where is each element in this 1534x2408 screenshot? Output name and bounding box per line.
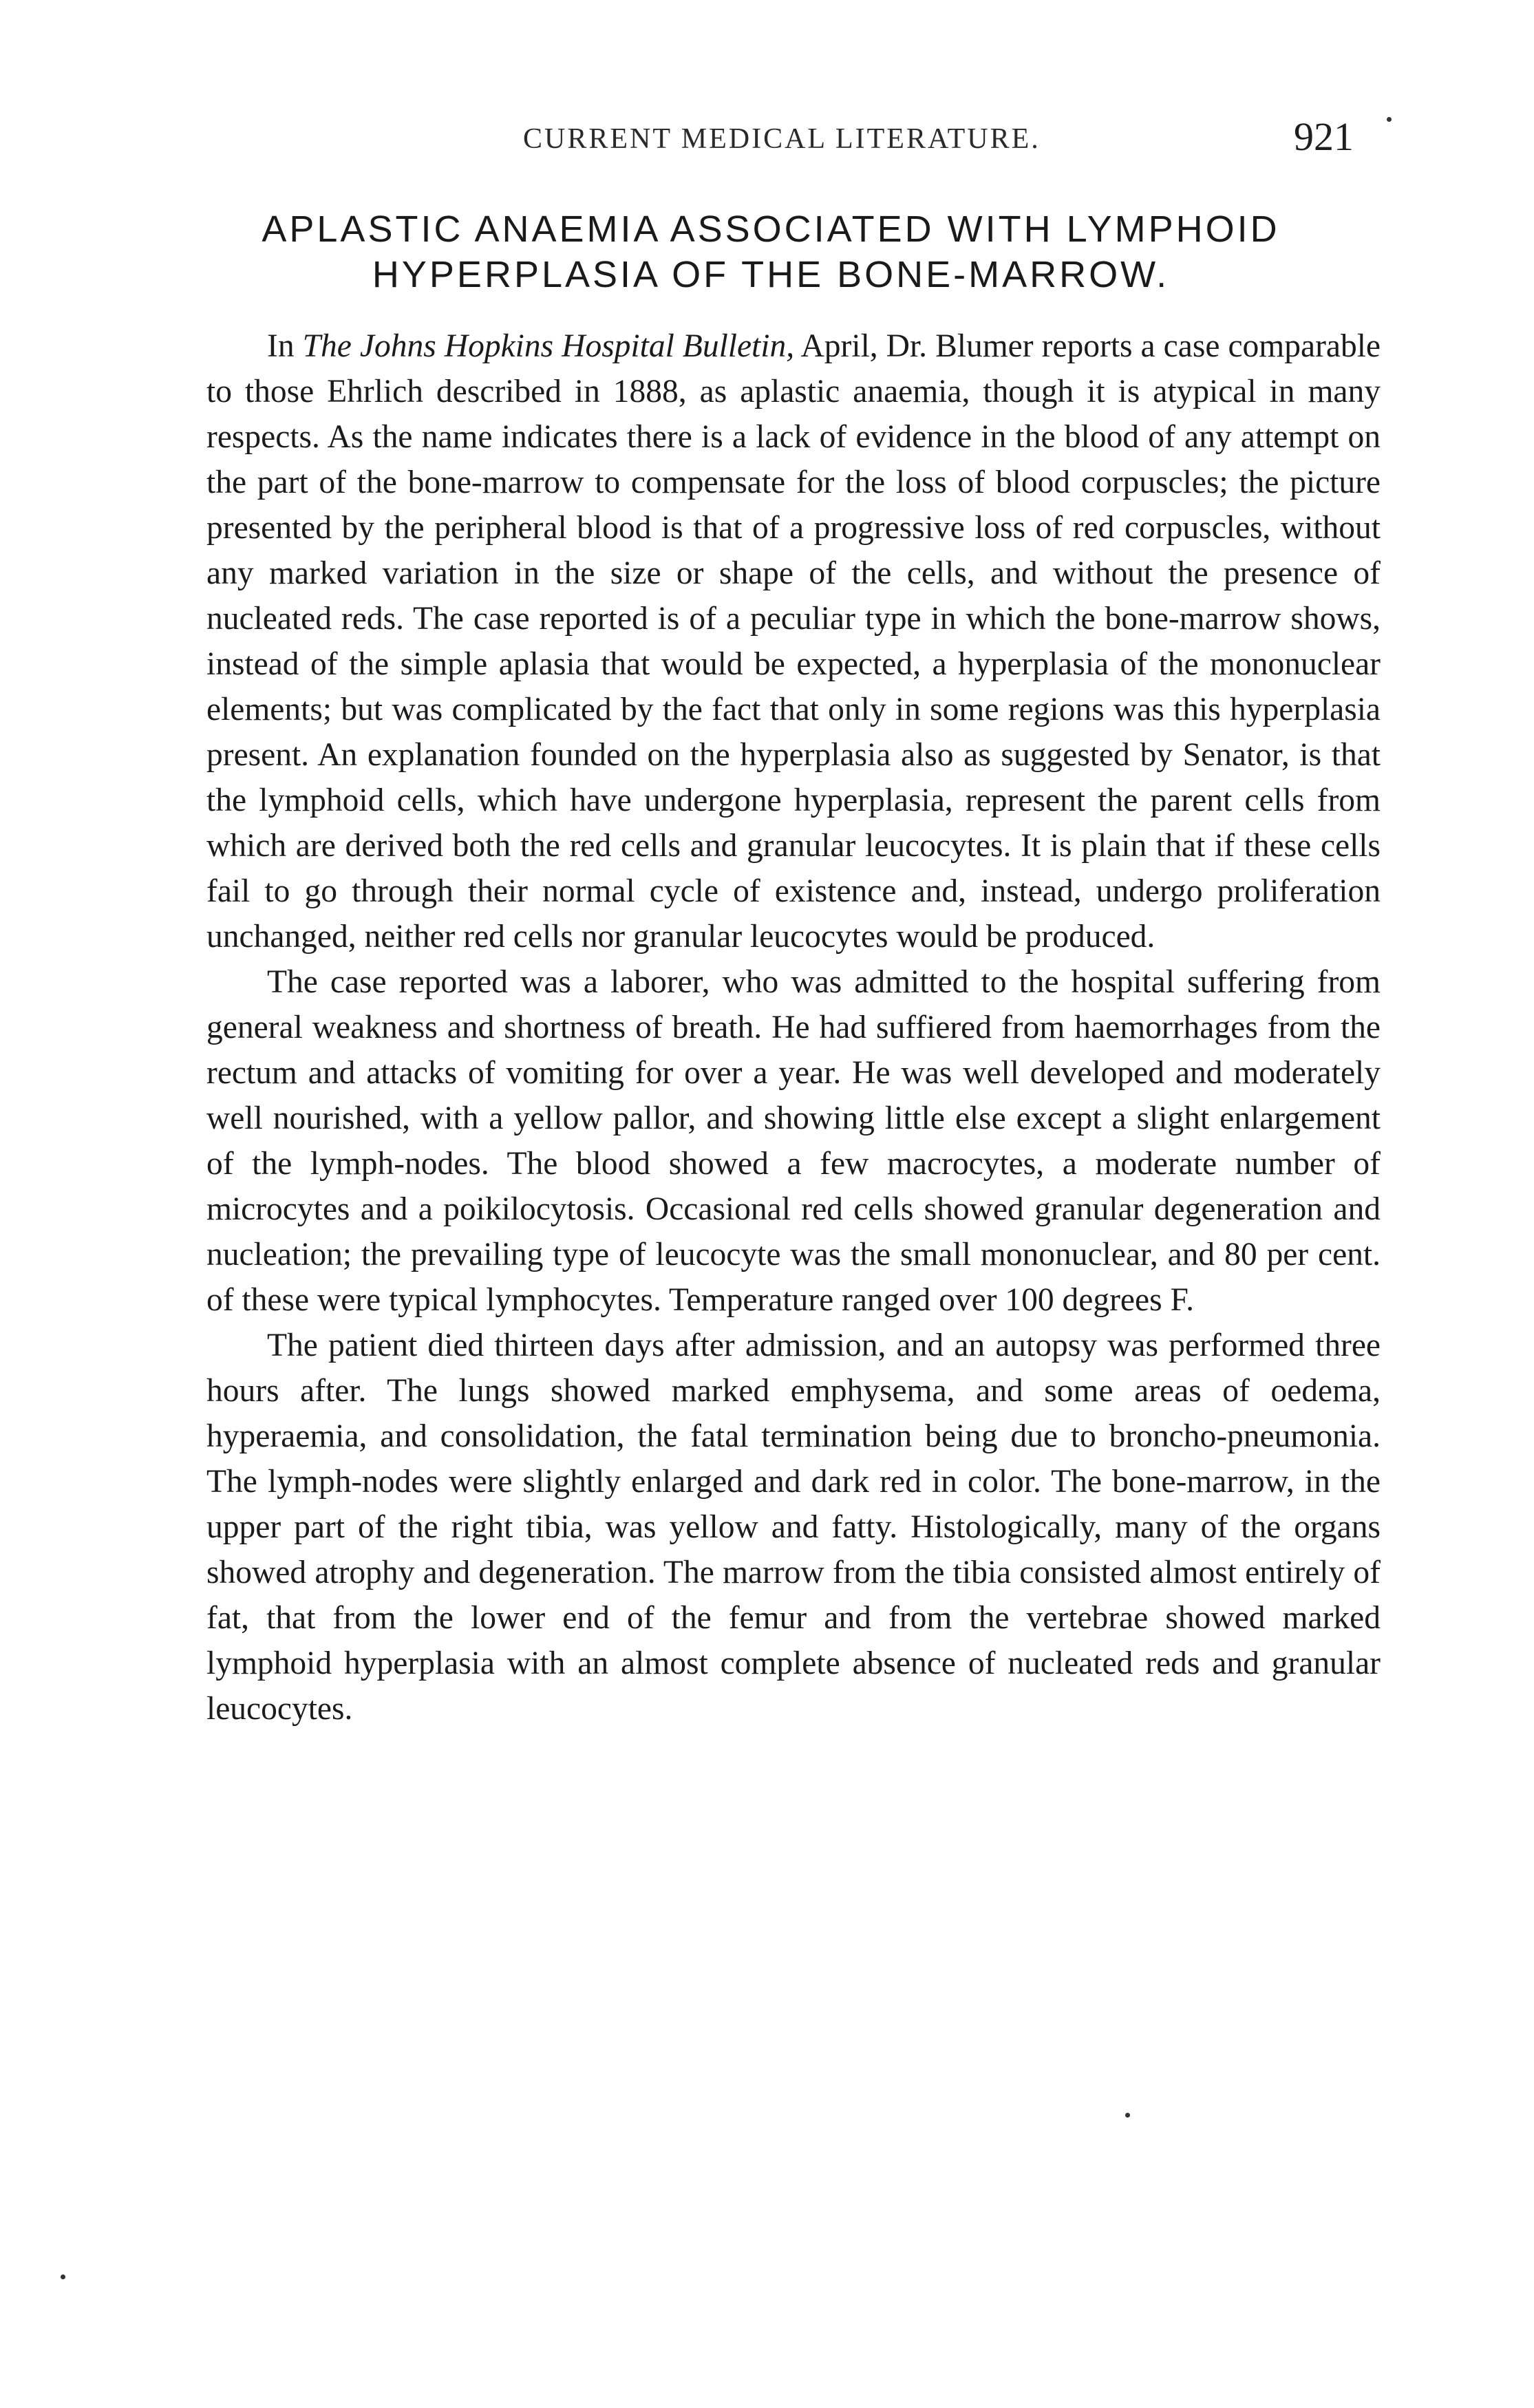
paragraph-1 <box>206 323 1381 959</box>
article-title-line-1: APLASTIC ANAEMIA ASSOCIATED WITH LYMPHOID <box>262 209 1280 250</box>
ink-speck-bottom-right <box>1125 2113 1130 2118</box>
journal-name: The Johns Hopkins Hospital Bulletin, <box>302 328 795 364</box>
article-title-line-2: HYPERPLASIA OF THE BONE-MARROW. <box>372 254 1170 295</box>
article-body <box>206 323 1381 1732</box>
ink-speck-top-right <box>1387 117 1392 122</box>
paragraph-1-text: April, Dr. Blumer reports a case comparable to those Ehrlich described in 1888, as aplastic anaemia, though it is atypical in many respects. As the name indicates there is a lack of evidence in the blood of any attempt on the part of the bone-marrow to compensate for the loss of blood corpuscles; the picture presented by the peripheral blood is that of a progressive loss of red corpuscles, without any marked variation in the size or shape of the cells, and without the presence of nucleated reds. The case reported is of a peculiar type in which the bone-marrow shows, instead of the simple aplasia that would be expected, a hyperplasia of the mononuclear elements; but was complicated by the fact that only in some regions was this hyperplasia present. An explanation founded on the hyperplasia also as suggested by Senator, is that the lymphoid cells, which have undergone hyperplasia, represent the parent cells from which are derived both the red cells and granular leucocytes. It is plain that if these cells fail to go through their normal cycle of existence and, instead, undergo proliferation unchanged, neither red cells nor granular leucocytes would be produced. <box>206 328 1381 955</box>
page-number: 921 <box>1294 114 1354 159</box>
paragraph-1-lead: In <box>267 328 303 364</box>
ink-speck-bottom-left <box>61 2274 65 2279</box>
running-head: CURRENT MEDICAL LITERATURE. <box>523 123 1041 155</box>
paragraph-3: The patient died thirteen days after admission, and an autopsy was performed three hours after. The lungs showed marked emphysema, and some areas of oedema, hyperaemia, and consolidation, the fatal termination being due to broncho-pneumonia. The lymph-nodes were slightly enlarged and dark red in color. The bone-marrow, in the upper part of the right tibia, was yellow and fatty. Histologically, many of the organs showed atrophy and degeneration. The marrow from the tibia consisted almost entirely of fat, that from the lower end of the femur and from the vertebrae showed marked lymphoid hyperplasia with an almost complete absence of nucleated reds and granular leucocytes. <box>206 1328 1381 1727</box>
paragraph-2: The case reported was a laborer, who was admitted to the hospital suffering from general weakness and shortness of breath. He had suffiered from haemorrhages from the rectum and attacks of vomiting for over a year. He was well developed and moderately well nourished, with a yellow pallor, and showing little else except a slight enlargement of the lymph-nodes. The blood showed a few macrocytes, a moderate number of microcytes and a poikilocytosis. Occasional red cells showed granular degeneration and nucleation; the prevailing type of leucocyte was the small mononuclear, and 80 per cent. of these were typical lymphocytes. Temperature ranged over 100 degrees F. <box>206 964 1381 1318</box>
article-title <box>186 206 1356 297</box>
